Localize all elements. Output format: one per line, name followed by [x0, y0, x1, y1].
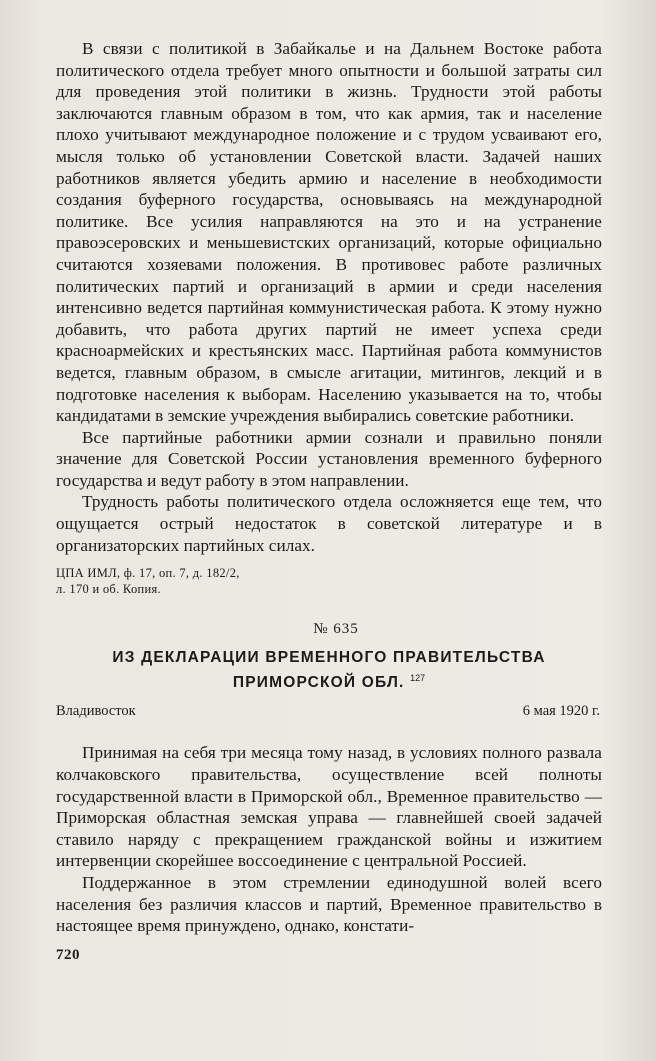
- document-meta: [56, 703, 602, 720]
- archive-source: [56, 566, 602, 597]
- paragraph: Поддержанное в этом стремлении единодушной волей всего населения без различия классов и партий, Временное правительство в настоящее время принуждено, однако, констати-: [56, 872, 602, 936]
- document-title-line: [56, 668, 602, 693]
- paragraph: Все партийные работники армии сознали и правильно поняли значение для Советской России установления временного буферного государства и ведут работу в этом направлении.: [56, 427, 602, 490]
- document-place: Владивосток: [56, 703, 136, 720]
- archive-source-line: ЦПА ИМЛ, ф. 17, оп. 7, д. 182/2,: [56, 566, 240, 581]
- paragraph: В связи с политикой в Забайкалье и на Дальнем Востоке работа политического отдела требует много опытности и большой затраты сил для проведения этой политики в жизнь. Трудности этой работы заключаются главным образом в том, что как армия, так и население плохо учитывают международное положение и с трудом усваивают его, мысля только об установлении Советской власти. Задачей наших работников является убедить армию и население в необходимости создания буферного государства, основываясь на международной политике. Все усилия направляются на это и на устранение правоэсеровских и меньшевистских организаций, которые официально считаются хозяевами положения. В противовес работе различных политических партий и организаций в армии и среди населения интенсивно ведется партийная коммунистическая работа. К этому нужно добавить, что работа других партий не имеет успеха среди красноармейских и крестьянских масс. Партийная работа коммунистов ведется, главным образом, в смысле агитации, митингов, лекций и в подготовке населения к выборам. Населению указывается на то, чтобы кандидатами в земские учреждения выбирались советские работники.: [56, 39, 602, 426]
- archive-source-line: л. 170 и об. Копия.: [56, 581, 161, 596]
- footnote-ref: 127: [410, 673, 426, 684]
- document-title: [56, 647, 602, 693]
- paragraph: Принимая на себя три месяца тому назад, в условиях полного развала колчаковского правительства, осуществление всей полноты государственной власти в Приморской обл., Временное правительство — Приморская областная земская управа — главнейшей своей задачей ставило наряду с прекращением гражданской войны и изжитием интервенции скорейшее воссоединение с центральной Россией.: [56, 743, 602, 871]
- text-column: [56, 38, 602, 937]
- document-title-line: ИЗ ДЕКЛАРАЦИИ ВРЕМЕННОГО ПРАВИТЕЛЬСТВА: [112, 649, 546, 667]
- page-number: 720: [56, 947, 80, 963]
- document-date: 6 мая 1920 г.: [522, 703, 600, 720]
- document-title-line-text: ПРИМОРСКОЙ ОБЛ.: [232, 674, 405, 692]
- paragraph: Трудность работы политического отдела осложняется еще тем, что ощущается острый недостаток в советской литературе и в организаторских партийных силах.: [56, 492, 602, 555]
- document-number: № 635: [313, 621, 359, 638]
